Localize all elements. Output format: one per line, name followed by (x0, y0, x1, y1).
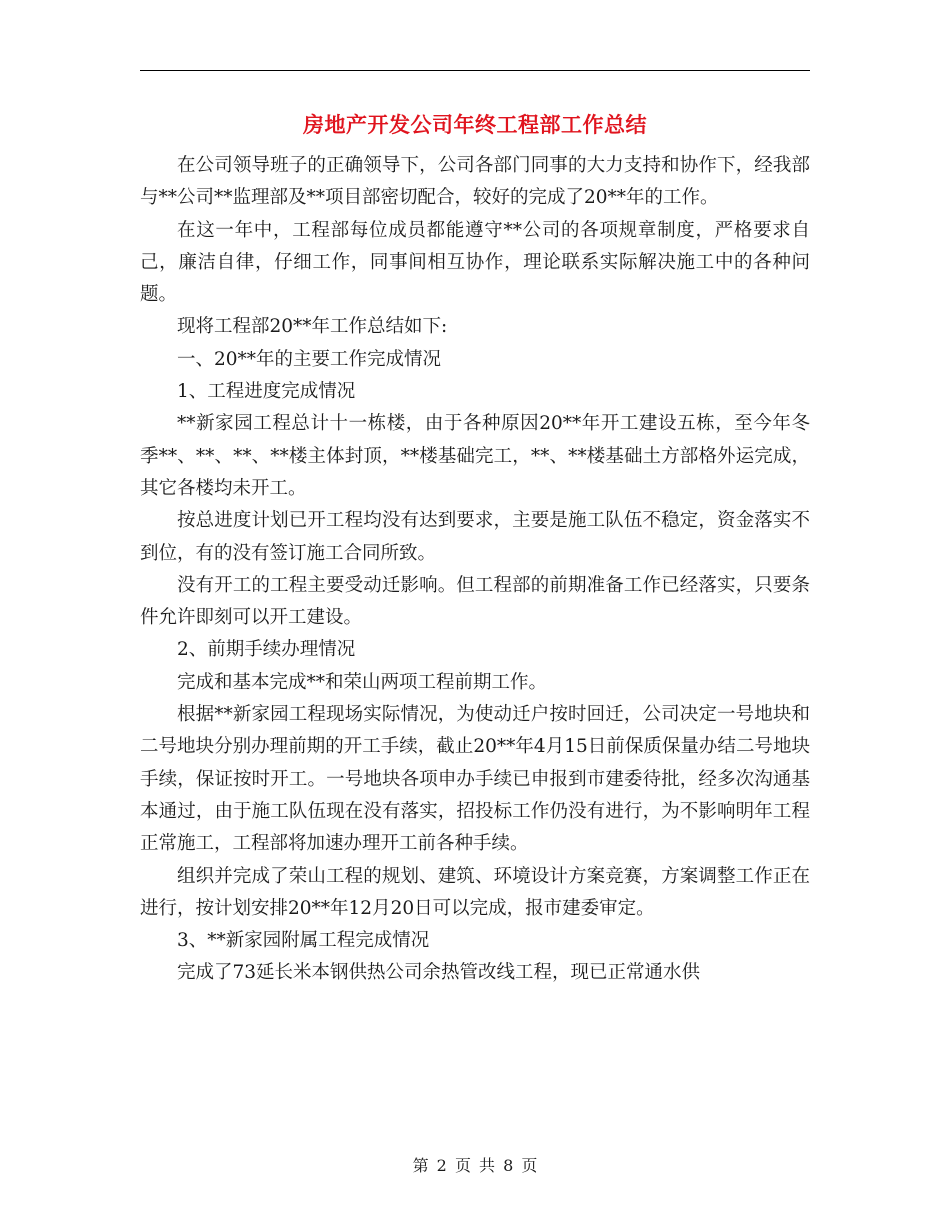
section-heading-main-work: 一、20**年的主要工作完成情况 (177, 348, 442, 370)
document-title: 房地产开发公司年终工程部工作总结 (303, 112, 647, 137)
subheading-procedures: 2、前期手续办理情况 (177, 639, 356, 661)
paragraph-team-conduct: 在这一年中，工程部每位成员都能遵守**公司的各项规章制度，严格要求自己，廉洁自律，仔细工作，同事间相互协作，理论联系实际解决施工中的各种问题。 (140, 219, 810, 306)
header-rule (140, 70, 810, 71)
paragraph-schedule-issues: 按总进度计划已开工程均没有达到要求，主要是施工队伍不稳定，资金落实不到位，有的没有签订施工合同所致。 (140, 510, 810, 564)
paragraph-procedures-detail: 根据**新家园工程现场实际情况，为使动迁户按时回迁，公司决定一号地块和二号地块分别办理前期的开工手续，截止20**年4月15日前保质保量办结二号地块手续，保证按时开工。一号地块各项申办手续已申报到市建委待批，经多次沟通基本通过，由于施工队伍现在没有落实，招投标工作仍没有进行，为不影响明年工程正常施工，工程部将加速办理开工前各种手续。 (140, 704, 810, 855)
paragraph-ancillary-detail: 完成了73延长米本钢供热公司余热管改线工程，现已正常通水供 (177, 962, 701, 984)
paragraph-intro: 在公司领导班子的正确领导下，公司各部门同事的大力支持和协作下，经我部与**公司**监理部及**项目部密切配合，较好的完成了20**年的工作。 (140, 155, 810, 209)
subheading-ancillary: 3、**新家园附属工程完成情况 (177, 930, 430, 952)
paragraph-progress-detail: **新家园工程总计十一栋楼，由于各种原因20**年开工建设五栋，至今年冬季**、**、**、**楼主体封顶，**楼基础完工，**、**楼基础土方部格外运完成，其它各楼均未开工。 (140, 413, 810, 499)
paragraph-design-competition: 组织并完成了荣山工程的规划、建筑、环境设计方案竞赛，方案调整工作正在进行，按计划安排20**年12月20日可以完成，报市建委审定。 (140, 865, 810, 919)
subheading-progress: 1、工程进度完成情况 (177, 381, 356, 403)
paragraph-relocation: 没有开工的工程主要受动迁影响。但工程部的前期准备工作已经落实，只要条件允许即刻可以开工建设。 (140, 574, 810, 629)
page-number-footer: 第 2 页 共 8 页 (412, 1156, 538, 1175)
paragraph-procedures-done: 完成和基本完成**和荣山两项工程前期工作。 (177, 671, 548, 693)
paragraph-summary-lead: 现将工程部20**年工作总结如下: (177, 316, 448, 338)
document-body (140, 150, 810, 990)
